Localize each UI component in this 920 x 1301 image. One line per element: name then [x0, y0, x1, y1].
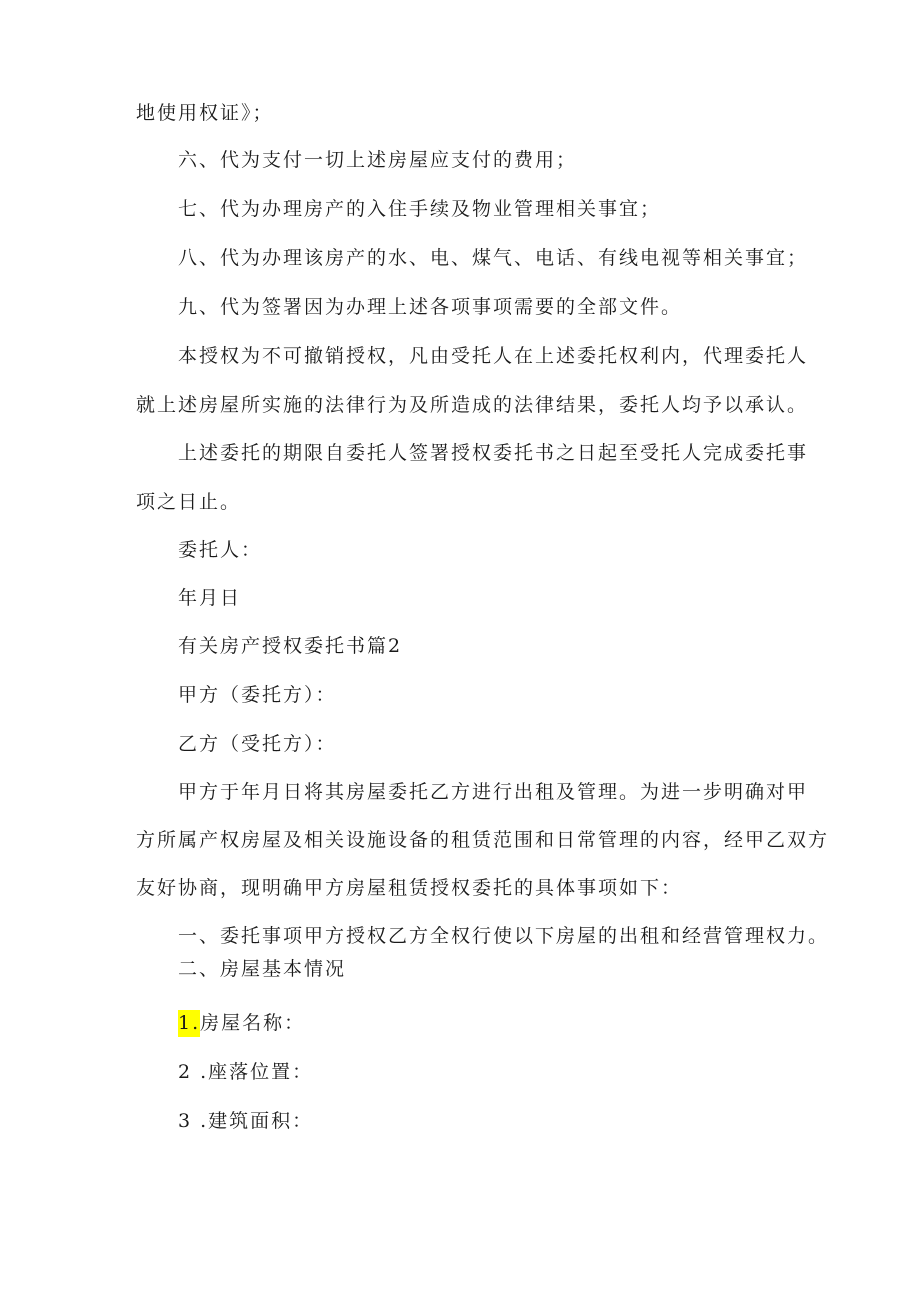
section-heading: 有关房产授权委托书篇2 [178, 635, 403, 657]
text-line-10: 委托人： [178, 539, 263, 561]
text-line-14: 乙方（受托方）： [178, 733, 337, 755]
text-line-19: 二、房屋基本情况 [178, 958, 347, 980]
text-line-15: 甲方于年月日将其房屋委托乙方进行出租及管理。为进一步明确对甲 [178, 781, 809, 803]
text-line-13: 甲方（委托方）： [178, 684, 337, 706]
text-line-1: 地使用权证》； [136, 102, 274, 124]
text-line-11: 年月日 [178, 587, 242, 609]
text-line-5: 九、代为签署因为办理上述各项事项需要的全部文件。 [178, 296, 683, 318]
highlighted-number: 1. [178, 1010, 200, 1037]
text-line-6: 本授权为不可撤销授权，凡由受托人在上述委托权利内，代理委托人 [178, 345, 809, 367]
list-item-1 [178, 1010, 305, 1036]
text-line-16: 方所属产权房屋及相关设施设备的租赁范围和日常管理的内容，经甲乙双方 [136, 829, 830, 851]
text-line-4: 八、代为办理该房产的水、电、煤气、电话、有线电视等相关事宜； [178, 247, 809, 269]
list-item-2: 2 .座落位置： [178, 1061, 314, 1083]
text-line-9: 项之日止。 [136, 491, 242, 513]
list-item-3: 3 .建筑面积： [178, 1110, 314, 1132]
text-line-3: 七、代为办理房产的入住手续及物业管理相关事宜； [178, 198, 662, 220]
text-line-18: 一、委托事项甲方授权乙方全权行使以下房屋的出租和经营管理权力。 [178, 925, 830, 947]
text-line-17: 友好协商，现明确甲方房屋租赁授权委托的具体事项如下： [136, 877, 683, 899]
text-line-2: 六、代为支付一切上述房屋应支付的费用； [178, 149, 578, 171]
text-line-8: 上述委托的期限自委托人签署授权委托书之日起至受托人完成委托事 [178, 442, 809, 464]
text-line-7: 就上述房屋所实施的法律行为及所造成的法律结果，委托人均予以承认。 [136, 394, 809, 416]
list-item-1-text: 房屋名称： [200, 1012, 306, 1034]
